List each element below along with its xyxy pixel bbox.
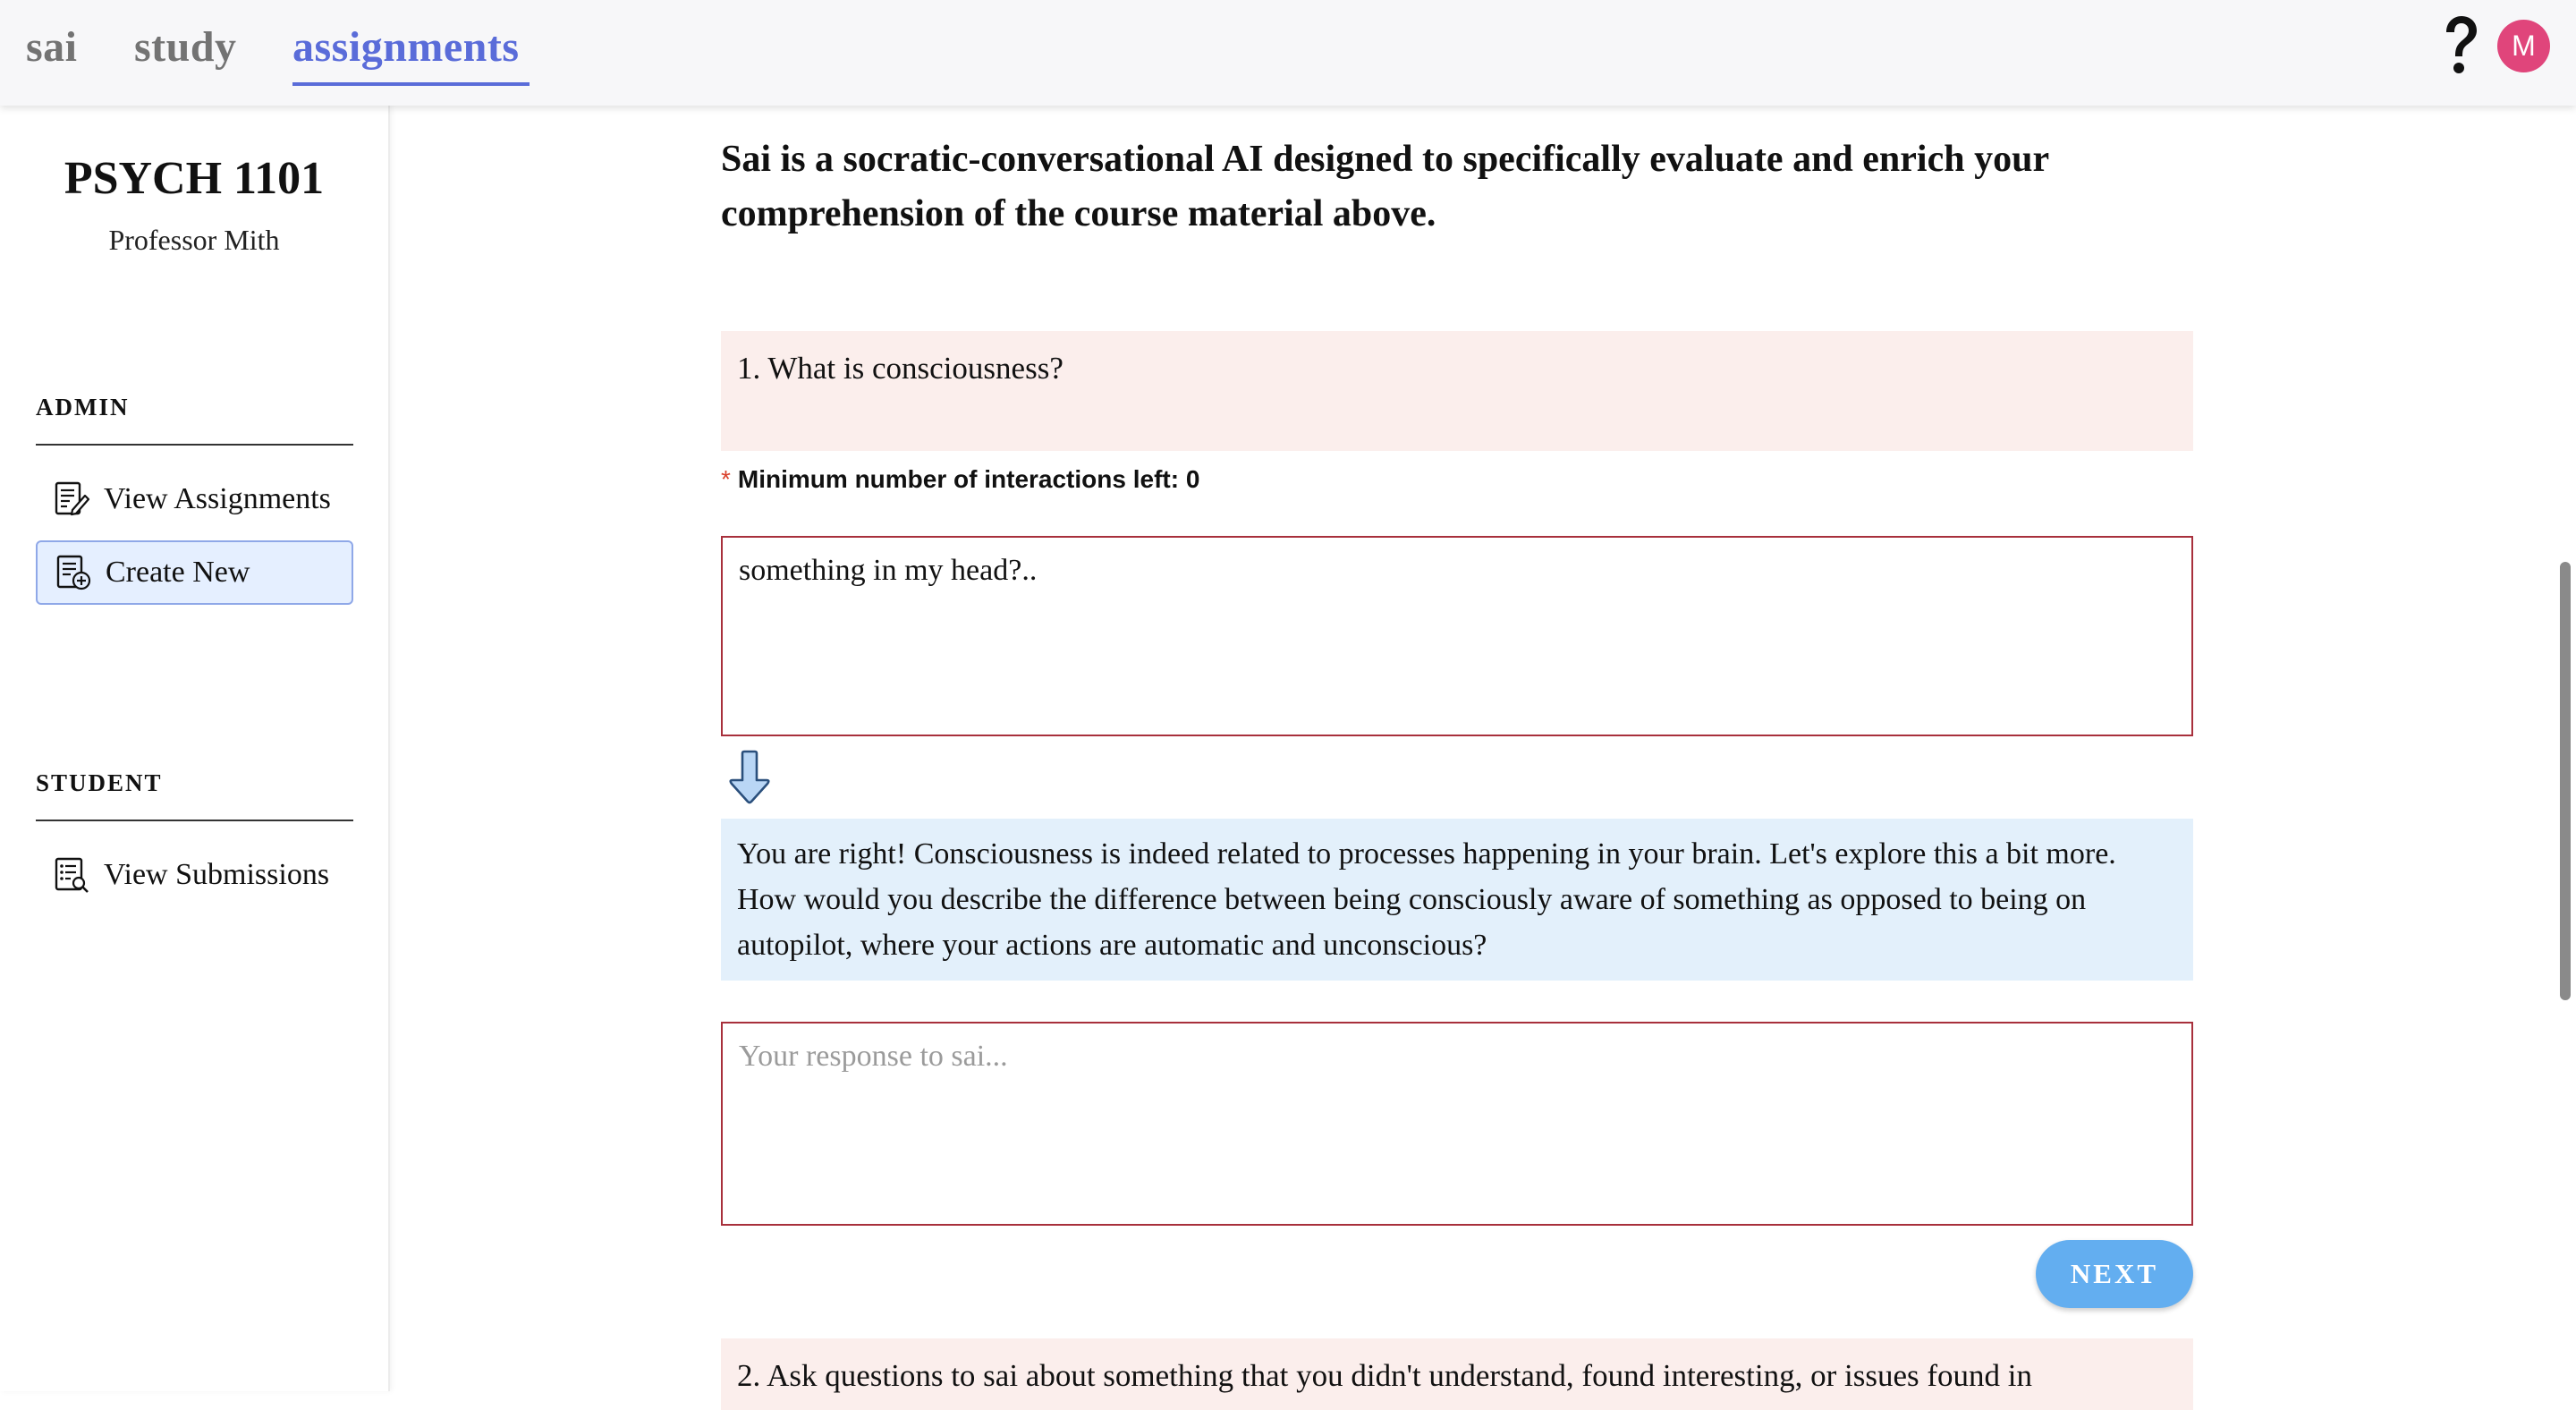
top-nav-bar: [0, 0, 2576, 106]
user-avatar[interactable]: M: [2497, 20, 2550, 72]
nav-tab-assignments[interactable]: assignments: [292, 23, 520, 71]
arrow-down-icon: [724, 750, 775, 805]
sidebar: [0, 106, 390, 1391]
nav-tab-study[interactable]: study: [134, 23, 237, 71]
response-input[interactable]: [721, 1022, 2193, 1226]
edit-document-icon: [52, 480, 91, 519]
admin-section-label: ADMIN: [36, 394, 130, 420]
sidebar-item-create-new[interactable]: [36, 540, 353, 605]
student-divider: [36, 820, 353, 821]
interactions-note: [721, 465, 1199, 494]
sidebar-item-label: View Submissions: [104, 858, 330, 891]
question-prompt: 1. What is consciousness?: [721, 331, 2193, 451]
intro-text: Sai is a socratic-conversational AI designed to specifically evaluate and enrich your comprehension of the course material above.: [721, 139, 2049, 234]
previous-answer[interactable]: something in my head?..: [721, 536, 2193, 736]
professor-name: Professor Mith: [108, 224, 280, 256]
admin-divider: [36, 444, 353, 446]
student-section-label: STUDENT: [36, 769, 163, 796]
active-tab-underline: [292, 82, 530, 86]
question-prompt: 2. Ask questions to sai about something that you didn't understand, found interesting, or issues found in: [721, 1338, 2193, 1410]
sidebar-item-view-submissions[interactable]: [36, 843, 353, 907]
sidebar-item-view-assignments[interactable]: [36, 467, 353, 531]
nav-tab-sai[interactable]: sai: [26, 23, 78, 71]
sai-reply: You are right! Consciousness is indeed related to processes happening in your brain. Let's explore this a bit more. How would you describe the difference between being consciously aware of something as opposed to being on autopilot, where your actions are automatic and unconscious?: [721, 819, 2193, 981]
search-list-icon: [52, 855, 91, 895]
sidebar-item-label: View Assignments: [104, 482, 331, 515]
interactions-note-text: Minimum number of interactions left: 0: [737, 465, 1200, 493]
add-document-icon: [54, 553, 93, 592]
question-mark-icon[interactable]: [2437, 14, 2484, 79]
scrollbar-thumb[interactable]: [2560, 562, 2571, 1000]
next-button[interactable]: NEXT: [2036, 1240, 2193, 1308]
sidebar-item-label: Create New: [106, 556, 250, 589]
course-title: PSYCH 1101: [64, 153, 325, 204]
required-star: *: [721, 465, 731, 493]
